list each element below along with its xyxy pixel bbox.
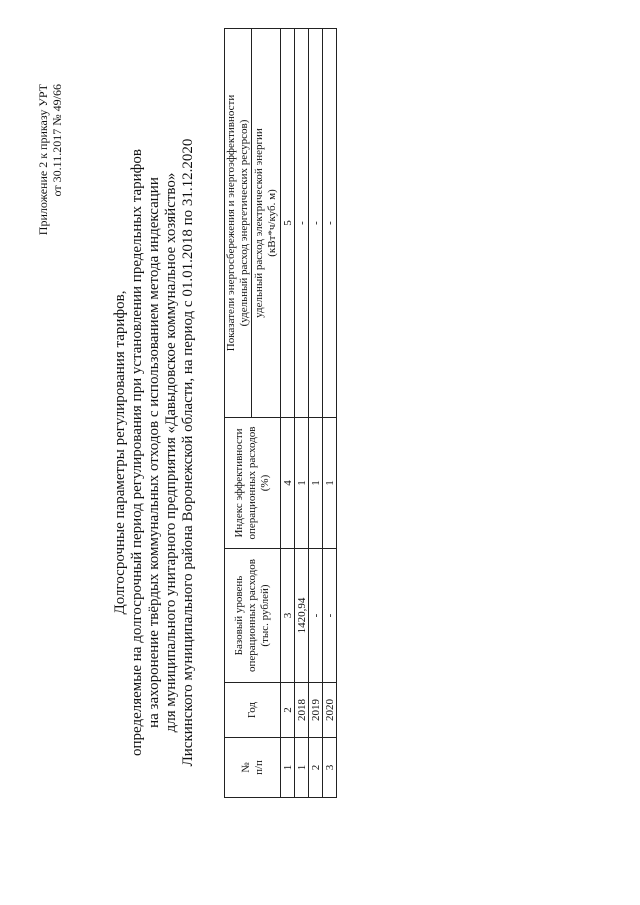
cell-year: 2020	[323, 683, 337, 738]
cell-base: 1420,94	[295, 549, 309, 683]
column-number-row	[281, 29, 295, 798]
table-row	[295, 29, 309, 798]
column-number: 3	[281, 549, 295, 683]
cell-num: 1	[295, 738, 309, 798]
annex-line-2: от 30.11.2017 № 49/66	[50, 84, 64, 197]
header-efficiency-index: Индекс эффективности операционных расходов (%)	[225, 418, 281, 549]
header-row	[225, 29, 252, 798]
header-base-level: Базовый уровень операционных расходов (тыс. рублей)	[225, 549, 281, 683]
title-line-1: Долгосрочные параметры регулирования тарифов,	[112, 290, 128, 615]
cell-energy: -	[295, 29, 309, 418]
title-line-4: для муниципального унитарного предприятия «Давыдовское коммунальное хозяйство»	[163, 172, 179, 733]
cell-num: 3	[323, 738, 337, 798]
table-row	[323, 29, 337, 798]
annex-line-1: Приложение 2 к приказу УРТ	[36, 84, 50, 236]
parameters-table	[224, 28, 337, 798]
title-line-5: Лискинского муниципального района Воронежской области, на период с 01.01.2018 по 31.12.2020	[180, 138, 196, 767]
cell-base: -	[323, 549, 337, 683]
header-year: Год	[225, 683, 281, 738]
cell-index: 1	[323, 418, 337, 549]
document-title	[112, 0, 197, 905]
title-line-2: определяемые на долгосрочный период регулирования при установлении предельных тарифов	[129, 149, 145, 757]
cell-base: -	[309, 549, 323, 683]
cell-index: 1	[295, 418, 309, 549]
cell-year: 2018	[295, 683, 309, 738]
header-num: № п/п	[225, 738, 281, 798]
annex-reference	[36, 84, 64, 235]
header-energy: удельный расход электрической энергии (кВт*ч/куб. м)	[252, 29, 281, 418]
table-row	[309, 29, 323, 798]
cell-year: 2019	[309, 683, 323, 738]
column-number: 2	[281, 683, 295, 738]
header-energy-group: Показатели энергосбережения и энергоэффективности (удельный расход энергетических ресурсов)	[225, 29, 252, 418]
cell-num: 2	[309, 738, 323, 798]
cell-energy: -	[309, 29, 323, 418]
column-number: 4	[281, 418, 295, 549]
cell-index: 1	[309, 418, 323, 549]
title-line-3: на захоронение твёрдых коммунальных отходов с использованием метода индексации	[146, 177, 162, 728]
column-number: 5	[281, 29, 295, 418]
cell-energy: -	[323, 29, 337, 418]
column-number: 1	[281, 738, 295, 798]
